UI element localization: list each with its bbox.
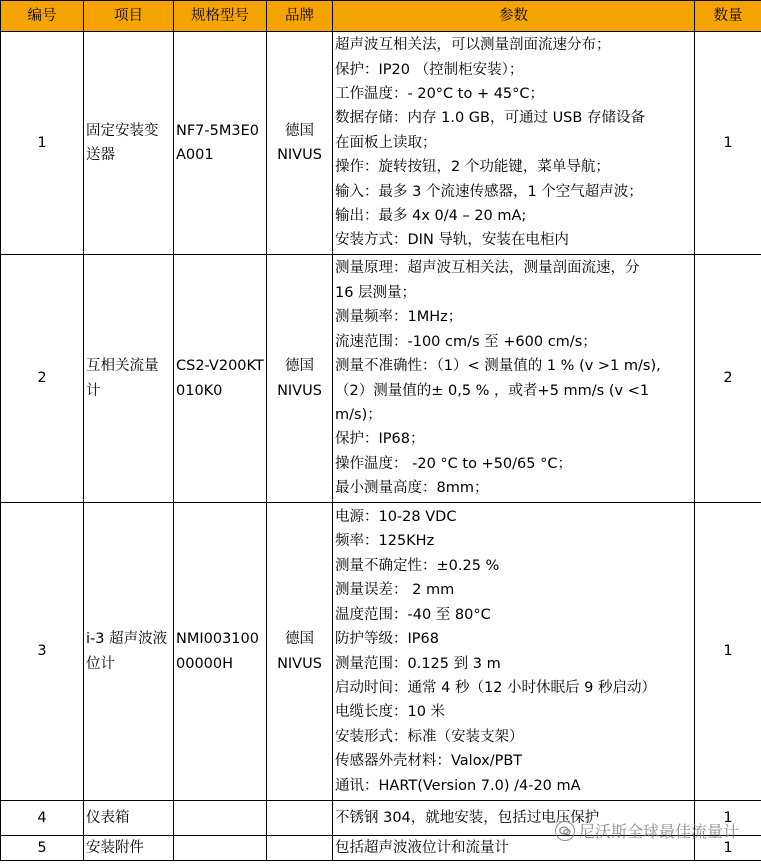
param-line: 测量不准确性：（1）< 测量值的 1 % (v >1 m/s), (335, 358, 661, 375)
header-params: 参数 (333, 1, 695, 32)
param-line: 测量范围：0.125 到 3 m (335, 655, 501, 672)
param-line: （2）测量值的± 0,5 % ，或者+5 mm/s (v <1 (335, 382, 650, 399)
param-line: 输入：最多 3 个流速传感器，1 个空气超声波； (335, 183, 643, 200)
param-line: 防护等级：IP68 (335, 631, 439, 648)
row-params (333, 836, 695, 861)
table-row (1, 836, 761, 861)
row-item: 安装附件 (84, 836, 174, 861)
param-line: 工作温度：- 20°C to + 45°C； (335, 85, 545, 102)
row-brand (267, 836, 333, 861)
param-line: 最小测量高度：8mm； (335, 480, 489, 497)
row-no: 1 (1, 32, 84, 255)
param-line: 流速范围：-100 cm/s 至 +600 cm/s； (335, 333, 597, 350)
row-params (333, 503, 695, 801)
header-row (1, 1, 761, 32)
row-no: 3 (1, 503, 84, 801)
param-line: 温度范围：-40 至 80°C (335, 606, 491, 623)
row-no: 4 (1, 801, 84, 836)
row-params (333, 32, 695, 255)
row-model: NF7-5M3E0A001 (174, 32, 267, 255)
row-params (333, 801, 695, 836)
row-brand: 德国NIVUS (267, 503, 333, 801)
param-line: 安装方式：DIN 导轨，安装在电柜内 (335, 232, 569, 249)
param-line: 安装形式：标准（安装支架） (335, 728, 524, 745)
header-item: 项目 (84, 1, 174, 32)
row-item: 固定安装变送器 (84, 32, 174, 255)
row-qty: 1 (695, 801, 761, 836)
watermark-text: 尼沃斯全球最佳流量计 (578, 822, 739, 841)
row-qty: 1 (695, 503, 761, 801)
row-qty: 2 (695, 255, 761, 503)
row-brand: 德国NIVUS (267, 255, 333, 503)
param-line: 测量频率：1MHz； (335, 309, 463, 326)
table-row (1, 503, 761, 801)
param-line: 操作：旋转按钮，2 个功能键，菜单导航； (335, 159, 610, 176)
table-row (1, 255, 761, 503)
row-item: i-3 超声波液位计 (84, 503, 174, 801)
param-line: 测量不确定性：±0.25 % (335, 557, 500, 574)
row-brand: 德国NIVUS (267, 32, 333, 255)
param-line: 输出：最多 4x 0/4 – 20 mA; (335, 208, 527, 225)
table-row (1, 801, 761, 836)
param-line: 启动时间：通常 4 秒（12 小时休眠后 9 秒启动） (335, 679, 656, 696)
row-item: 互相关流量计 (84, 255, 174, 503)
row-item: 仪表箱 (84, 801, 174, 836)
header-no: 编号 (1, 1, 84, 32)
row-params (333, 255, 695, 503)
row-no: 2 (1, 255, 84, 503)
param-line: 测量误差： 2 mm (335, 582, 455, 599)
param-line: 电源：10-28 VDC (335, 509, 457, 526)
param-line: 保护：IP20 （控制柜安装）； (335, 61, 524, 78)
row-qty: 1 (695, 836, 761, 861)
row-model: NMI00310000000H (174, 503, 267, 801)
param-line: 不锈钢 304，就地安装，包括过电压保护 (335, 809, 600, 826)
param-line: 超声波互相关法，可以测量剖面流速分布； (335, 37, 611, 54)
param-line: 操作温度： -20 °C to +50/65 °C； (335, 455, 572, 472)
param-line: 16 层测量； (335, 284, 417, 301)
param-line: 测量原理：超声波互相关法，测量剖面流速，分 (335, 260, 640, 277)
param-line: 数据存储：内存 1.0 GB，可通过 USB 存储设备 (335, 110, 645, 127)
param-line: 频率：125KHz (335, 533, 435, 550)
header-brand: 品牌 (267, 1, 333, 32)
row-model: CS2-V200KT010K0 (174, 255, 267, 503)
param-line: 传感器外壳材料：Valox/PBT (335, 753, 523, 770)
header-qty: 数量 (695, 1, 761, 32)
header-model: 规格型号 (174, 1, 267, 32)
table-row (1, 32, 761, 255)
param-line: 电缆长度：10 米 (335, 704, 446, 721)
row-model (174, 836, 267, 861)
row-model (174, 801, 267, 836)
row-brand (267, 801, 333, 836)
param-line: m/s)； (335, 406, 382, 423)
param-line: 通讯：HART(Version 7.0) /4-20 mA (335, 777, 581, 794)
row-qty: 1 (695, 32, 761, 255)
param-line: 在面板上读取； (335, 134, 437, 151)
param-line: 包括超声波液位计和流量计 (335, 840, 509, 856)
param-line: 保护：IP68； (335, 431, 425, 448)
row-no: 5 (1, 836, 84, 861)
